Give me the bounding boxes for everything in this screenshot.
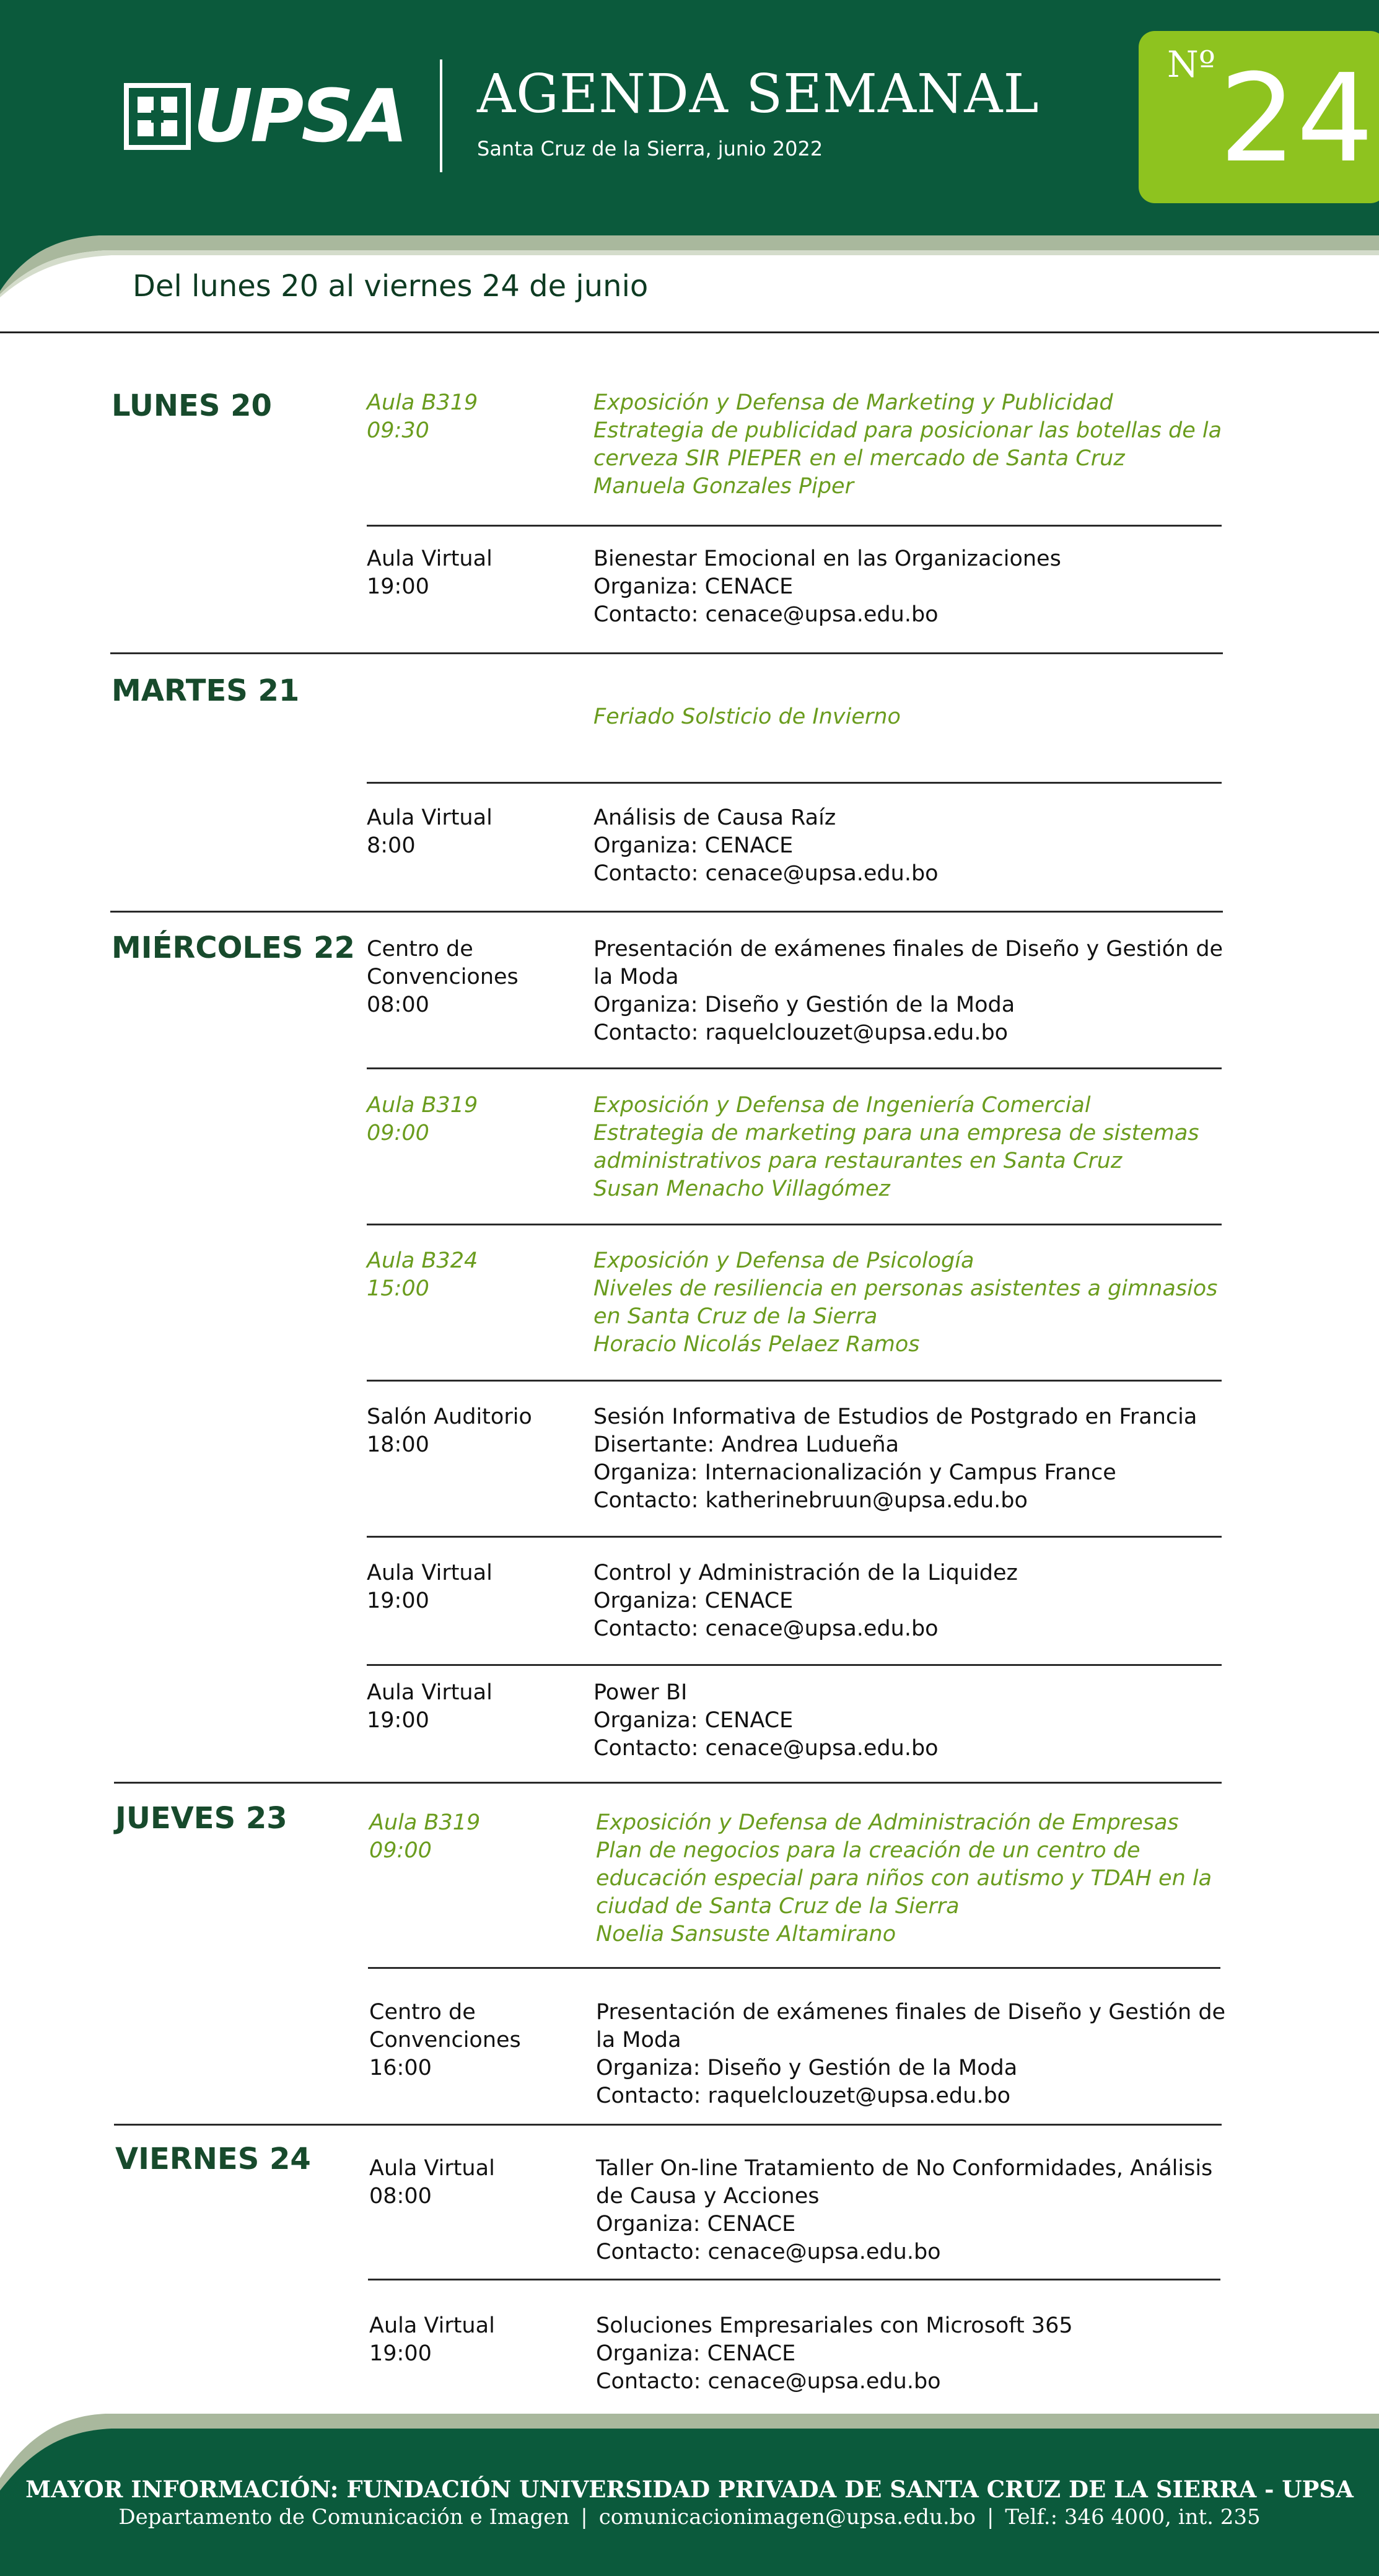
event-location-line: 09:00 — [369, 1838, 432, 1863]
event-detail-line: Exposición y Defensa de Administración de Empresas — [596, 1810, 1179, 1835]
event-detail-line: Contacto: raquelclouzet@upsa.edu.bo — [596, 2083, 1011, 2108]
event-detail-line: la Moda — [593, 965, 679, 989]
day-divider — [114, 1782, 1222, 1784]
event-location-time — [367, 1092, 584, 1147]
event-location-line: Aula B319 — [367, 390, 478, 415]
event-detail-line: educación especial para niños con autismo y TDAH en la — [596, 1866, 1212, 1891]
event-detail-line: ciudad de Santa Cruz de la Sierra — [596, 1894, 960, 1919]
day-divider — [110, 911, 1223, 913]
event-detail-line: Estrategia de marketing para una empresa de sistemas — [593, 1121, 1199, 1146]
event-location-line: Aula Virtual — [367, 1561, 492, 1585]
footer-phone: Telf.: 346 4000, int. 235 — [1005, 2505, 1261, 2530]
footer-separator: | — [986, 2505, 994, 2530]
event-detail-line: Organiza: CENACE — [596, 2341, 796, 2366]
event-detail-line: Disertante: Andrea Ludueña — [593, 1432, 900, 1457]
event-location-line: Salón Auditorio — [367, 1404, 532, 1429]
event-divider — [367, 1664, 1222, 1666]
event-details — [593, 1679, 1275, 1763]
day-label: LUNES 20 — [112, 388, 272, 423]
event-location-time — [369, 1999, 586, 2082]
event-detail-line: de Causa y Acciones — [596, 2184, 820, 2209]
event-location-time — [367, 1247, 584, 1303]
event-detail-line: Estrategia de publicidad para posicionar las botellas de la — [593, 418, 1222, 443]
event-detail-line: Horacio Nicolás Pelaez Ramos — [593, 1332, 920, 1357]
page-title: AGENDA SEMANAL — [477, 63, 1040, 125]
event-location-line: 19:00 — [367, 1708, 429, 1733]
day-divider — [114, 2124, 1222, 2126]
event-location-line: 19:00 — [369, 2341, 432, 2366]
event-detail-line: la Moda — [596, 2028, 681, 2052]
event-location-line: 08:00 — [369, 2184, 432, 2209]
event-location-time — [367, 389, 584, 445]
event-location-line: Aula Virtual — [369, 2156, 495, 2181]
footer-contact — [0, 2503, 1379, 2531]
event-location-line: Centro de — [369, 2000, 476, 2025]
event-detail-line: Control y Administración de la Liquidez — [593, 1561, 1018, 1585]
event-divider — [368, 2279, 1220, 2280]
event-detail-line: Sesión Informativa de Estudios de Postgrado en Francia — [593, 1404, 1197, 1429]
event-divider — [367, 782, 1222, 784]
footer-separator: | — [580, 2505, 588, 2530]
event-location-line: Convenciones — [369, 2028, 521, 2052]
event-detail-line: Contacto: katherinebruun@upsa.edu.bo — [593, 1488, 1028, 1513]
event-location-time — [369, 1809, 586, 1865]
event-details — [593, 804, 1275, 888]
event-divider — [368, 1967, 1220, 1969]
day-label: JUEVES 23 — [115, 1801, 287, 1836]
event-detail-line: Exposición y Defensa de Marketing y Publicidad — [593, 390, 1113, 415]
event-detail-line: Presentación de exámenes finales de Diseño y Gestión de — [593, 937, 1224, 962]
upsa-emblem-icon — [124, 83, 191, 150]
event-location-line: 8:00 — [367, 833, 416, 858]
header-divider — [440, 59, 442, 172]
event-detail-line: Susan Menacho Villagómez — [593, 1176, 890, 1201]
event-location-line: 09:30 — [367, 418, 429, 443]
event-location-line: 19:00 — [367, 1588, 429, 1613]
event-detail-line: Organiza: Diseño y Gestión de la Moda — [596, 2056, 1018, 2080]
event-detail-line: Taller On-line Tratamiento de No Conformidades, Análisis — [596, 2156, 1213, 2181]
event-details — [596, 2155, 1277, 2266]
event-details — [593, 1559, 1275, 1643]
event-detail-line: Contacto: cenace@upsa.edu.bo — [596, 2369, 941, 2394]
event-details — [596, 1999, 1277, 2110]
event-detail-line: Contacto: cenace@upsa.edu.bo — [593, 1736, 939, 1761]
event-location-line: 16:00 — [369, 2056, 432, 2080]
event-detail-line: Organiza: CENACE — [593, 574, 794, 599]
event-location-line: 09:00 — [367, 1121, 429, 1146]
issue-number: 24 — [1219, 48, 1374, 190]
event-detail-line: Plan de negocios para la creación de un centro de — [596, 1838, 1140, 1863]
event-location-line: Aula B319 — [367, 1093, 478, 1118]
event-details — [593, 389, 1275, 501]
event-location-line: Aula Virtual — [369, 2313, 495, 2338]
event-divider — [367, 1067, 1222, 1069]
event-details — [593, 935, 1275, 1047]
event-detail-line: Exposición y Defensa de Ingeniería Comercial — [593, 1093, 1091, 1118]
event-location-time — [367, 935, 584, 1019]
event-location-line: Aula Virtual — [367, 1680, 492, 1705]
event-detail-line: cerveza SIR PIEPER en el mercado de Santa Cruz — [593, 446, 1125, 471]
footer-email: comunicacionimagen@upsa.edu.bo — [598, 2505, 976, 2530]
footer-more-info: MAYOR INFORMACIÓN: FUNDACIÓN UNIVERSIDAD PRIVADA DE SANTA CRUZ DE LA SIERRA - UPSA — [25, 2476, 1354, 2503]
event-detail-line: Organiza: Internacionalización y Campus France — [593, 1460, 1116, 1485]
day-label: MIÉRCOLES 22 — [112, 931, 355, 965]
upsa-logo — [124, 73, 406, 159]
event-detail-line: Feriado Solsticio de Invierno — [593, 704, 901, 729]
header-rule — [0, 331, 1379, 333]
event-location-time — [367, 1679, 584, 1735]
page-subtitle: Santa Cruz de la Sierra, junio 2022 — [477, 137, 823, 160]
day-divider — [110, 652, 1223, 654]
day-label: MARTES 21 — [112, 673, 300, 708]
day-label: VIERNES 24 — [115, 2142, 311, 2176]
logo-wordmark: UPSA — [193, 73, 406, 159]
event-detail-line: Organiza: CENACE — [593, 1588, 794, 1613]
event-details — [593, 545, 1275, 629]
event-details — [593, 703, 1275, 731]
event-location-line: Convenciones — [367, 965, 519, 989]
event-detail-line: Contacto: cenace@upsa.edu.bo — [593, 861, 939, 886]
event-detail-line: administrativos para restaurantes en Santa Cruz — [593, 1149, 1123, 1173]
event-location-time — [369, 2155, 586, 2210]
event-detail-line: Contacto: cenace@upsa.edu.bo — [593, 602, 939, 627]
event-detail-line: Bienestar Emocional en las Organizaciones — [593, 546, 1061, 571]
event-detail-line: Noelia Sansuste Altamirano — [596, 1922, 896, 1947]
event-location-line: 15:00 — [367, 1276, 429, 1301]
event-details — [593, 1092, 1275, 1203]
footer-department: Departamento de Comunicación e Imagen — [118, 2505, 570, 2530]
event-detail-line: Exposición y Defensa de Psicología — [593, 1248, 974, 1273]
event-divider — [367, 525, 1222, 527]
event-detail-line: Organiza: CENACE — [593, 833, 794, 858]
issue-badge — [1139, 31, 1379, 203]
event-detail-line: Contacto: raquelclouzet@upsa.edu.bo — [593, 1020, 1009, 1045]
event-location-line: Centro de — [367, 937, 473, 962]
issue-label: Nº — [1167, 43, 1216, 85]
event-detail-line: Análisis de Causa Raíz — [593, 805, 836, 830]
event-details — [596, 2312, 1277, 2396]
event-location-line: Aula Virtual — [367, 546, 492, 571]
event-location-line: 19:00 — [367, 574, 429, 599]
week-range: Del lunes 20 al viernes 24 de junio — [133, 269, 649, 304]
event-detail-line: Contacto: cenace@upsa.edu.bo — [596, 2240, 941, 2264]
event-divider — [367, 1536, 1222, 1538]
event-location-time — [367, 1559, 584, 1615]
event-location-time — [367, 1403, 584, 1459]
event-location-line: Aula B324 — [367, 1248, 478, 1273]
event-detail-line: Contacto: cenace@upsa.edu.bo — [593, 1616, 939, 1641]
event-divider — [367, 1380, 1222, 1382]
event-location-line: Aula Virtual — [367, 805, 492, 830]
event-location-line: 08:00 — [367, 992, 429, 1017]
event-divider — [367, 1224, 1222, 1225]
event-location-time — [369, 2312, 586, 2368]
event-location-time — [367, 804, 584, 860]
event-location-line: Aula B319 — [369, 1810, 481, 1835]
event-location-line: 18:00 — [367, 1432, 429, 1457]
event-detail-line: en Santa Cruz de la Sierra — [593, 1304, 878, 1329]
event-detail-line: Organiza: CENACE — [593, 1708, 794, 1733]
event-details — [593, 1247, 1275, 1359]
event-location-time — [367, 545, 584, 601]
event-detail-line: Soluciones Empresariales con Microsoft 365 — [596, 2313, 1073, 2338]
event-detail-line: Power BI — [593, 1680, 688, 1705]
event-details — [596, 1809, 1277, 1948]
event-detail-line: Niveles de resiliencia en personas asistentes a gimnasios — [593, 1276, 1218, 1301]
event-detail-line: Organiza: Diseño y Gestión de la Moda — [593, 992, 1015, 1017]
event-details — [593, 1403, 1275, 1515]
event-detail-line: Organiza: CENACE — [596, 2212, 796, 2236]
event-detail-line: Presentación de exámenes finales de Diseño y Gestión de — [596, 2000, 1226, 2025]
event-detail-line: Manuela Gonzales Piper — [593, 474, 854, 499]
